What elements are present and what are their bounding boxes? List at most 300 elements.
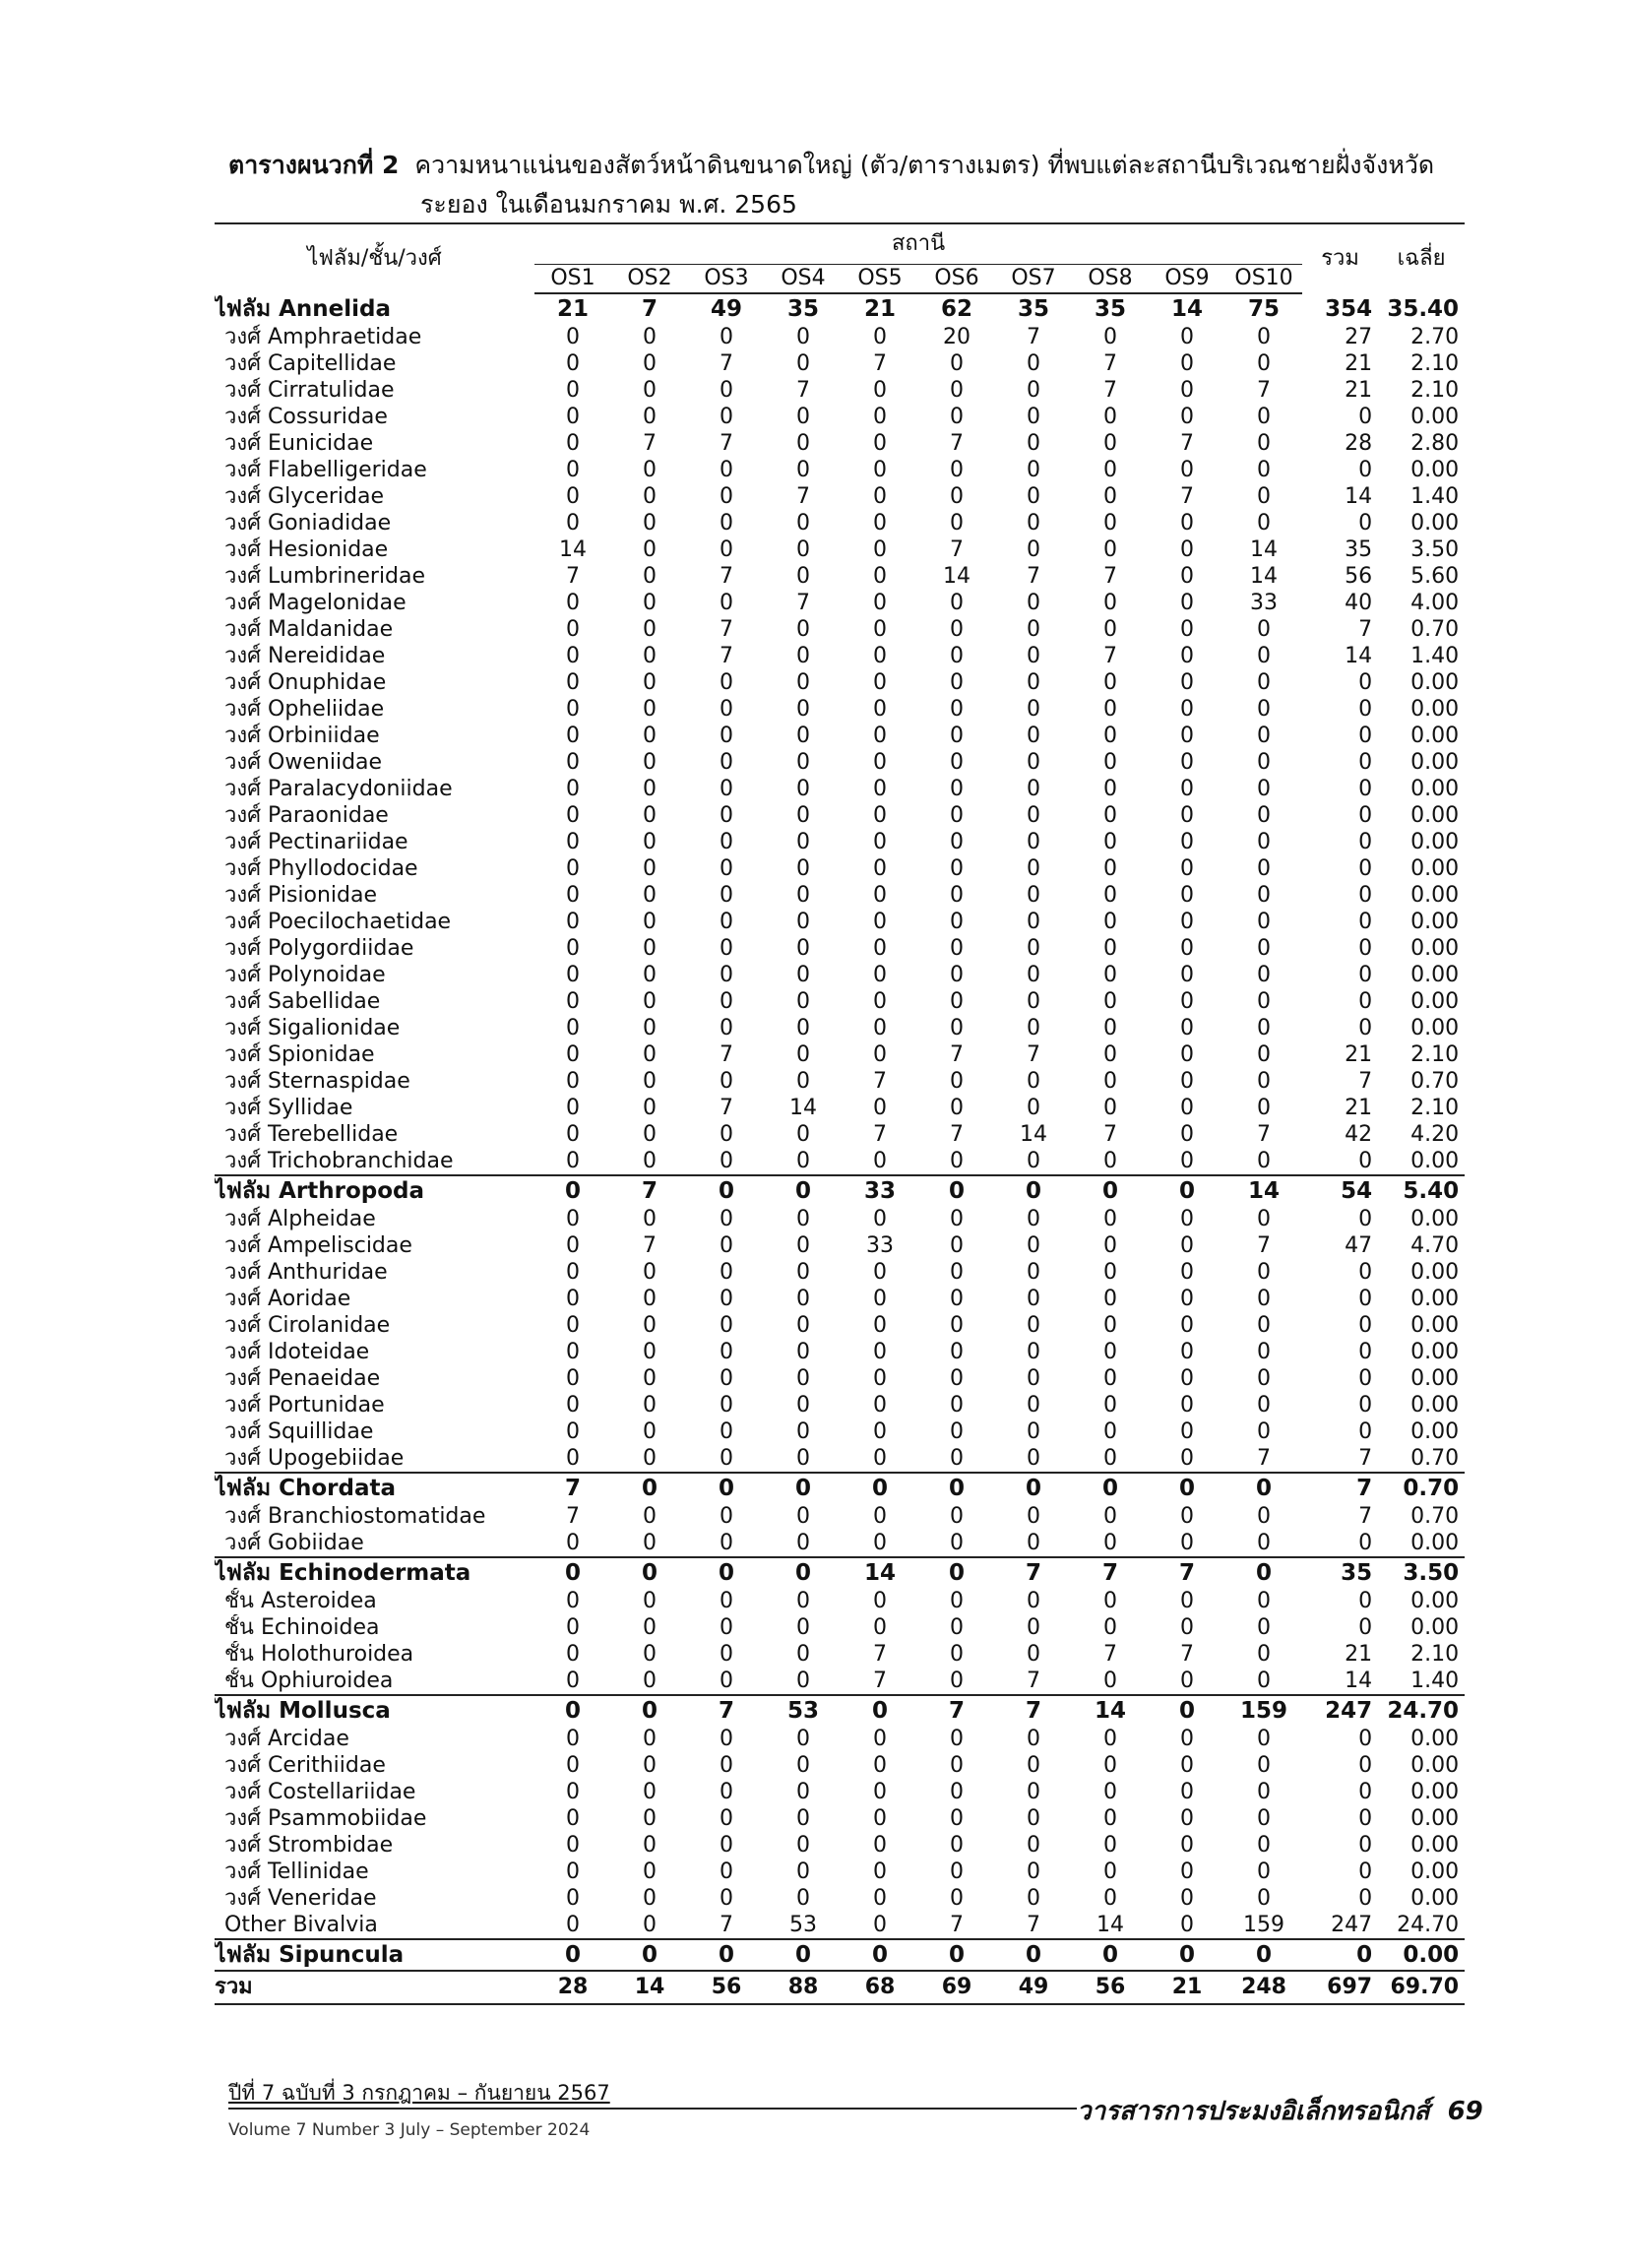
station-value: 0: [873, 431, 887, 456]
station-value: 0: [873, 1753, 887, 1778]
station-value: 0: [566, 511, 580, 536]
table-row: [215, 935, 1465, 962]
station-value: 0: [873, 591, 887, 615]
station-value: 0: [950, 1727, 964, 1751]
station-value: 0: [1103, 750, 1117, 775]
station-value: 0: [950, 591, 964, 615]
station-value: 0: [1257, 1207, 1272, 1231]
taxon-name: วงศ์ Spionidae: [224, 1042, 375, 1067]
station-value: 0: [765, 1557, 842, 1588]
row-total: 0: [1358, 1419, 1373, 1444]
row-total: 247: [1331, 1913, 1373, 1937]
station-value: 0: [611, 1557, 688, 1588]
taxon-name: วงศ์ Eunicidae: [224, 431, 374, 456]
station-value: 0: [873, 1366, 887, 1391]
row-mean: 2.10: [1410, 351, 1460, 376]
station-value: 0: [1027, 1260, 1040, 1285]
station-value: 7: [918, 1695, 995, 1726]
row-mean: 0.00: [1410, 856, 1460, 881]
station-value: 0: [566, 325, 580, 349]
row-mean: 0.00: [1410, 1615, 1460, 1640]
station-value: 0: [1180, 1833, 1194, 1858]
station-value: 0: [1027, 1340, 1040, 1364]
station-value: 0: [720, 856, 733, 881]
station-value: 0: [1027, 1149, 1040, 1173]
taxon-name: วงศ์ Costellariidae: [224, 1780, 416, 1804]
station-value: 53: [765, 1695, 842, 1726]
station-value: 0: [720, 1531, 733, 1555]
row-mean: 0.00: [1410, 1780, 1460, 1804]
station-value: 0: [873, 1504, 887, 1529]
station-value: 0: [873, 1780, 887, 1804]
station-value: 0: [1257, 856, 1272, 881]
station-value: 0: [1180, 378, 1194, 403]
station-value: 0: [643, 803, 657, 828]
station-value: 0: [1027, 1589, 1040, 1613]
station-value: 0: [720, 989, 733, 1014]
taxon-name: วงศ์ Maldanidae: [224, 617, 394, 642]
station-value: 0: [1180, 1096, 1194, 1120]
table-row: [215, 1588, 1465, 1614]
station-value: 0: [643, 1669, 657, 1693]
header-mean: เฉลี่ย: [1378, 223, 1465, 293]
station-value: 0: [1103, 591, 1117, 615]
station-value: 33: [842, 1175, 918, 1206]
station-value: 0: [566, 591, 580, 615]
station-value: 0: [566, 1069, 580, 1094]
station-value: 0: [873, 883, 887, 908]
row-mean: 24.70: [1397, 1913, 1460, 1937]
row-mean: 0.00: [1410, 724, 1460, 748]
table-row: [215, 1779, 1465, 1805]
station-value: 0: [1027, 1859, 1040, 1884]
station-value: 0: [1180, 458, 1194, 482]
row-mean: 1.40: [1410, 484, 1460, 509]
station-value: 0: [950, 458, 964, 482]
station-value: 0: [950, 724, 964, 748]
row-mean: 0.00: [1410, 1753, 1460, 1778]
row-total: 0: [1358, 936, 1373, 961]
station-value: 0: [1103, 1669, 1117, 1693]
station-value: 0: [950, 1233, 964, 1258]
table-row: [215, 962, 1465, 988]
row-mean: 5.60: [1410, 564, 1460, 589]
station-value: 0: [720, 1780, 733, 1804]
row-mean: 0.70: [1410, 1504, 1460, 1529]
station-value: 0: [950, 617, 964, 642]
station-value: 0: [796, 1122, 810, 1147]
header-station-os1: OS1: [534, 265, 611, 294]
row-mean: 0.00: [1410, 1859, 1460, 1884]
station-value: 0: [1180, 1313, 1194, 1338]
station-value: 0: [1103, 1859, 1117, 1884]
station-value: 0: [566, 1207, 580, 1231]
station-value: 0: [1027, 431, 1040, 456]
station-value: 0: [1027, 670, 1040, 695]
station-value: 0: [1257, 1042, 1272, 1067]
station-value: 0: [720, 883, 733, 908]
station-value: 0: [1027, 936, 1040, 961]
station-value: 0: [873, 1419, 887, 1444]
station-value: 0: [1103, 325, 1117, 349]
station-value: 0: [1103, 883, 1117, 908]
row-mean: 0.00: [1410, 936, 1460, 961]
station-value: 0: [796, 989, 810, 1014]
station-value: 0: [796, 1753, 810, 1778]
station-value: 14: [559, 537, 587, 562]
station-value: 49: [995, 1971, 1072, 2004]
station-value: 0: [643, 750, 657, 775]
table-row: [215, 723, 1465, 749]
row-mean: 1.40: [1410, 644, 1460, 668]
station-value: 0: [611, 1695, 688, 1726]
table-row: [215, 1752, 1465, 1779]
station-value: 0: [796, 1589, 810, 1613]
station-value: 0: [796, 856, 810, 881]
station-value: 7: [643, 431, 657, 456]
station-value: 0: [1072, 1939, 1149, 1971]
station-value: 0: [566, 378, 580, 403]
table-row: [215, 1041, 1465, 1068]
table-row: [215, 510, 1465, 536]
station-value: 0: [643, 564, 657, 589]
taxon-name: วงศ์ Sternaspidae: [224, 1069, 410, 1094]
station-value: 0: [1027, 803, 1040, 828]
station-value: 0: [643, 1913, 657, 1937]
station-value: 7: [1103, 378, 1117, 403]
taxon-name: วงศ์ Polynoidae: [224, 963, 386, 987]
station-value: 75: [1248, 296, 1281, 322]
station-value: 0: [1257, 989, 1272, 1014]
station-value: 0: [1027, 1806, 1040, 1831]
station-value: 0: [1072, 1175, 1149, 1206]
station-value: 0: [1027, 1504, 1040, 1529]
table-row: [215, 802, 1465, 829]
station-value: 14: [842, 1557, 918, 1588]
row-total: 0: [1358, 1260, 1373, 1285]
station-value: 0: [1027, 989, 1040, 1014]
row-mean: 0.00: [1410, 458, 1460, 482]
station-value: 0: [566, 484, 580, 509]
station-value: 0: [1180, 697, 1194, 722]
row-total: 28: [1345, 431, 1373, 456]
taxon-name: วงศ์ Veneridae: [224, 1886, 377, 1911]
station-value: 0: [796, 431, 810, 456]
station-value: 0: [1225, 1473, 1302, 1503]
table-row: [215, 855, 1465, 882]
row-mean: 4.70: [1410, 1233, 1460, 1258]
row-total: 0: [1358, 1859, 1373, 1884]
table-row: [215, 1445, 1465, 1473]
station-value: 7: [720, 351, 733, 376]
table-row: [215, 696, 1465, 723]
row-total: 0: [1358, 910, 1373, 934]
station-value: 0: [643, 1446, 657, 1471]
station-value: 0: [1180, 405, 1194, 429]
row-total: 47: [1345, 1233, 1373, 1258]
station-value: 0: [1180, 883, 1194, 908]
station-value: 0: [566, 1833, 580, 1858]
station-value: 0: [1257, 1727, 1272, 1751]
station-value: 0: [1103, 431, 1117, 456]
station-value: 0: [950, 1886, 964, 1911]
row-mean: 0.00: [1410, 989, 1460, 1014]
taxon-name: วงศ์ Magelonidae: [224, 591, 407, 615]
station-value: 0: [720, 1446, 733, 1471]
taxon-name: Other Bivalvia: [224, 1913, 378, 1937]
station-value: 0: [1257, 511, 1272, 536]
station-value: 0: [720, 1260, 733, 1285]
row-mean: 0.00: [1410, 1366, 1460, 1391]
station-value: 0: [873, 750, 887, 775]
station-value: 0: [950, 830, 964, 854]
station-value: 0: [566, 1615, 580, 1640]
row-total: 7: [1358, 617, 1373, 642]
station-value: 7: [566, 1504, 580, 1529]
taxon-name: วงศ์ Paraonidae: [224, 803, 389, 828]
row-total: 0: [1358, 1727, 1373, 1751]
station-value: 0: [873, 1096, 887, 1120]
station-value: 0: [1027, 1446, 1040, 1471]
station-value: 0: [643, 617, 657, 642]
footer-issue-thai: ปีที่ 7 ฉบับที่ 3 กรกฎาคม – กันยายน 2567: [228, 2081, 610, 2105]
row-total: 0: [1358, 803, 1373, 828]
station-value: 0: [796, 1042, 810, 1067]
taxon-name: วงศ์ Gobiidae: [224, 1531, 364, 1555]
station-value: 0: [1027, 1233, 1040, 1258]
station-value: 0: [1180, 1069, 1194, 1094]
station-value: 0: [1257, 724, 1272, 748]
station-value: 0: [796, 644, 810, 668]
row-mean: 0.00: [1410, 1340, 1460, 1364]
station-value: 0: [566, 1446, 580, 1471]
phylum-row: [215, 1695, 1465, 1726]
row-total: 7: [1358, 1446, 1373, 1471]
row-total: 0: [1358, 1615, 1373, 1640]
table-row: [215, 1832, 1465, 1858]
station-value: 0: [950, 883, 964, 908]
page-number: 69: [1447, 2097, 1483, 2126]
header-station-os4: OS4: [765, 265, 842, 294]
row-total: 0: [1358, 750, 1373, 775]
station-value: 0: [566, 1859, 580, 1884]
taxon-name: วงศ์ Paralacydoniidae: [224, 777, 453, 801]
station-value: 0: [1103, 1446, 1117, 1471]
station-value: 0: [643, 1069, 657, 1094]
taxon-name: วงศ์ Upogebiidae: [224, 1446, 405, 1471]
station-value: 7: [995, 1557, 1072, 1588]
station-value: 0: [1027, 351, 1040, 376]
station-value: 0: [796, 1504, 810, 1529]
station-value: 0: [1027, 484, 1040, 509]
station-value: 0: [1103, 1753, 1117, 1778]
station-value: 0: [950, 963, 964, 987]
station-value: 7: [720, 431, 733, 456]
station-value: 0: [1180, 1913, 1194, 1937]
station-value: 0: [1103, 1531, 1117, 1555]
station-value: 0: [1103, 803, 1117, 828]
station-value: 0: [566, 1313, 580, 1338]
station-value: 0: [796, 1833, 810, 1858]
station-value: 0: [1180, 1366, 1194, 1391]
row-mean: 0.00: [1410, 1727, 1460, 1751]
station-value: 0: [873, 1446, 887, 1471]
station-value: 0: [1027, 458, 1040, 482]
station-value: 0: [1027, 591, 1040, 615]
taxon-name: รวม: [215, 1971, 534, 2004]
station-value: 0: [1027, 777, 1040, 801]
station-value: 7: [1103, 1122, 1117, 1147]
station-value: 0: [643, 644, 657, 668]
table-row: [215, 457, 1465, 483]
row-total: 0: [1358, 1366, 1373, 1391]
caption-text: ความหนาแน่นของสัตว์หน้าดินขนาดใหญ่ (ตัว/ตารางเมตร) ที่พบแต่ละสถานีบริเวณชายฝั่งจังหวัด: [414, 151, 1435, 179]
station-value: 7: [1180, 431, 1194, 456]
row-total: 35: [1302, 1557, 1378, 1588]
total-row: [215, 1971, 1465, 2004]
station-value: 0: [796, 936, 810, 961]
station-value: 7: [611, 1175, 688, 1206]
station-value: 0: [1027, 1207, 1040, 1231]
station-value: 14: [1020, 1122, 1047, 1147]
station-value: 0: [873, 856, 887, 881]
station-value: 0: [796, 1419, 810, 1444]
row-total: 0: [1358, 1833, 1373, 1858]
station-value: 0: [918, 1473, 995, 1503]
station-value: 0: [842, 1939, 918, 1971]
row-mean: 0.00: [1410, 1806, 1460, 1831]
header-station-os6: OS6: [918, 265, 995, 294]
row-total: 0: [1358, 1313, 1373, 1338]
row-mean: 2.70: [1410, 325, 1460, 349]
table-row: [215, 749, 1465, 776]
taxon-name: วงศ์ Onuphidae: [224, 670, 387, 695]
station-value: 7: [950, 1042, 964, 1067]
station-value: 0: [643, 1340, 657, 1364]
station-value: 0: [1103, 1780, 1117, 1804]
station-value: 7: [873, 1069, 887, 1094]
station-value: 7: [873, 1122, 887, 1147]
station-value: 0: [1027, 1069, 1040, 1094]
station-value: 0: [1257, 1589, 1272, 1613]
header-station-os7: OS7: [995, 265, 1072, 294]
station-value: 88: [765, 1971, 842, 2004]
taxon-name: วงศ์ Squillidae: [224, 1419, 374, 1444]
table-row: [215, 1148, 1465, 1175]
station-value: 0: [1103, 537, 1117, 562]
station-value: 0: [1257, 1149, 1272, 1173]
station-value: 0: [720, 1016, 733, 1040]
row-mean: 0.70: [1410, 1446, 1460, 1471]
station-value: 7: [873, 1669, 887, 1693]
station-value: 0: [1027, 830, 1040, 854]
station-value: 14: [943, 564, 971, 589]
station-value: 0: [873, 1313, 887, 1338]
station-value: 0: [1027, 856, 1040, 881]
table-row: [215, 377, 1465, 404]
station-value: 0: [1257, 644, 1272, 668]
station-value: 7: [995, 1695, 1072, 1726]
station-value: 0: [1257, 1419, 1272, 1444]
caption-label: ตารางผนวกที่ 2: [228, 151, 400, 179]
row-total: 0: [1358, 405, 1373, 429]
station-value: 0: [950, 670, 964, 695]
row-mean: 0.00: [1410, 830, 1460, 854]
row-mean: 0.00: [1410, 405, 1460, 429]
station-value: 0: [720, 697, 733, 722]
station-value: 0: [1257, 1393, 1272, 1418]
table-row: [215, 1726, 1465, 1752]
station-value: 7: [1027, 564, 1040, 589]
row-total: 0: [1358, 1340, 1373, 1364]
station-value: 0: [873, 1589, 887, 1613]
station-value: 0: [534, 1695, 611, 1726]
station-value: 0: [566, 670, 580, 695]
station-value: 7: [720, 1913, 733, 1937]
row-mean: 0.00: [1410, 1207, 1460, 1231]
station-value: 28: [534, 1971, 611, 2004]
row-mean: 2.80: [1410, 431, 1460, 456]
station-value: 0: [796, 325, 810, 349]
station-value: 0: [796, 750, 810, 775]
row-total: 35: [1345, 537, 1373, 562]
header-taxon: ไฟลัม/ชั้น/วงศ์: [215, 223, 534, 293]
station-value: 0: [1103, 1016, 1117, 1040]
station-value: 0: [1180, 1504, 1194, 1529]
station-value: 0: [566, 697, 580, 722]
station-value: 0: [1103, 1287, 1117, 1311]
station-value: 0: [688, 1175, 765, 1206]
station-value: 0: [720, 936, 733, 961]
station-value: 0: [643, 1287, 657, 1311]
taxon-name: ไฟลัม Annelida: [215, 295, 392, 322]
station-value: 0: [1180, 1615, 1194, 1640]
header-total: รวม: [1302, 223, 1378, 293]
taxon-name: วงศ์ Cirratulidae: [224, 378, 395, 403]
phylum-row: [215, 1939, 1465, 1971]
row-total: 697: [1302, 1971, 1378, 2004]
station-value: 0: [873, 777, 887, 801]
station-value: 0: [720, 591, 733, 615]
station-value: 0: [796, 458, 810, 482]
row-mean: 2.10: [1410, 1042, 1460, 1067]
station-value: 0: [1027, 750, 1040, 775]
row-mean: 0.00: [1410, 1260, 1460, 1285]
station-value: 0: [796, 1446, 810, 1471]
station-value: 0: [1103, 830, 1117, 854]
footer-issue-english: Volume 7 Number 3 July – September 2024: [228, 2120, 591, 2140]
station-value: 0: [643, 1393, 657, 1418]
station-value: 0: [1180, 1122, 1194, 1147]
header-station-os10: OS10: [1225, 265, 1302, 294]
station-value: 0: [1103, 1366, 1117, 1391]
station-value: 0: [1027, 724, 1040, 748]
station-value: 0: [643, 378, 657, 403]
row-total: 21: [1345, 1096, 1373, 1120]
station-value: 0: [566, 777, 580, 801]
station-value: 0: [796, 803, 810, 828]
station-value: 0: [1103, 617, 1117, 642]
station-value: 0: [1103, 910, 1117, 934]
station-value: 0: [1103, 963, 1117, 987]
station-value: 0: [1257, 670, 1272, 695]
station-value: 0: [1103, 1833, 1117, 1858]
station-value: 0: [1257, 1340, 1272, 1364]
row-mean: 0.00: [1410, 1531, 1460, 1555]
station-value: 0: [534, 1939, 611, 1971]
row-total: 7: [1302, 1473, 1378, 1503]
station-value: 0: [796, 405, 810, 429]
